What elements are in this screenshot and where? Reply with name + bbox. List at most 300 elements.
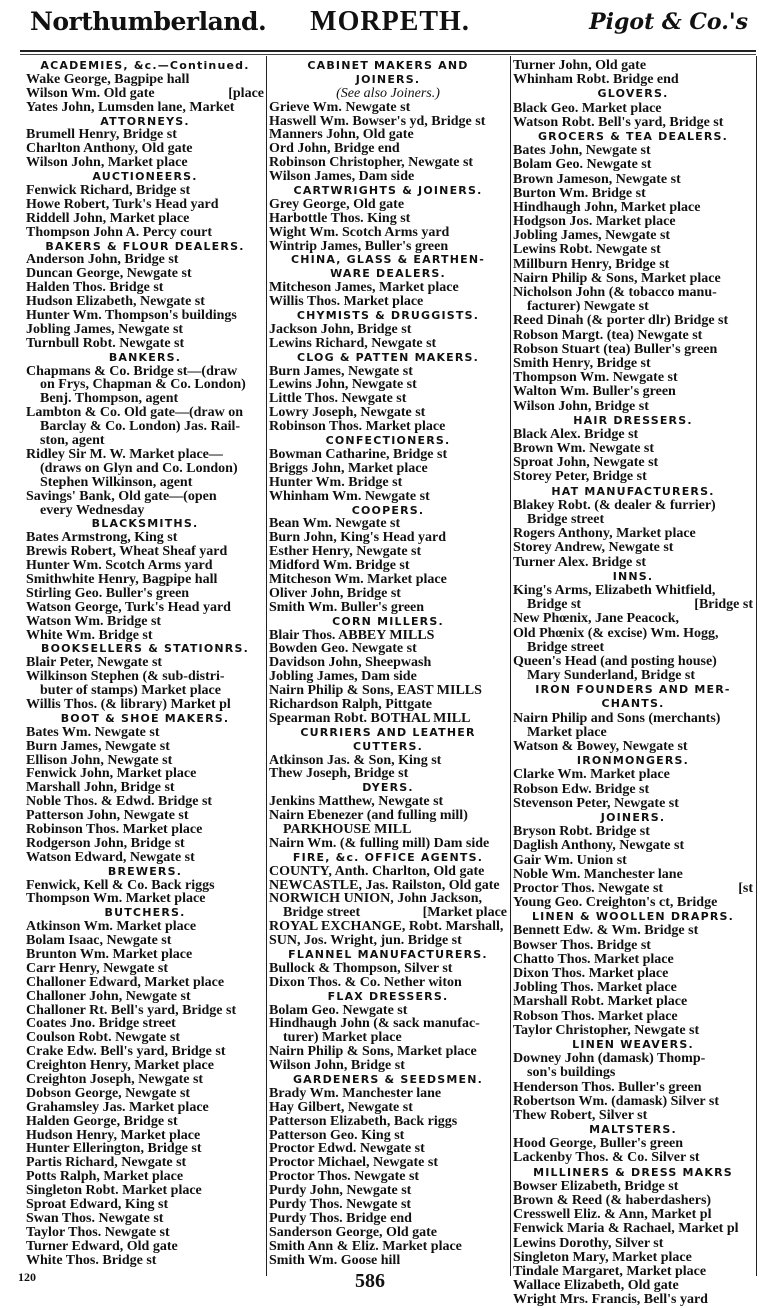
directory-entry (26, 281, 264, 295)
trade-heading (513, 1123, 753, 1137)
line-text: Smith Wm. Buller's green (269, 599, 425, 615)
directory-entry (513, 797, 753, 811)
line-text: Fenwick John, Market place (26, 766, 197, 782)
directory-entry (269, 378, 507, 392)
trade-heading (26, 170, 264, 184)
directory-entry (269, 476, 507, 490)
line-text: every Wednesday (40, 502, 145, 518)
line-text: Proctor Thos. Newgate st (269, 1169, 420, 1185)
line-text: Wight Wm. Scotch Arms yard (269, 224, 450, 240)
trade-heading (269, 351, 507, 365)
trade-heading (26, 712, 264, 726)
line-text: Lewins Richard, Newgate st (269, 335, 437, 351)
directory-entry (269, 1170, 507, 1184)
trade-heading (513, 87, 753, 101)
directory-entry (26, 795, 264, 809)
line-text: Brown Wm. Newgate st (513, 441, 655, 457)
line-text: Davidson John, Sheepwash (269, 655, 432, 671)
trade-heading (269, 267, 507, 281)
directory-entry (269, 559, 507, 573)
line-text: Partis Richard, Newgate st (26, 1155, 187, 1171)
line-text: Daglish Anthony, Newgate st (513, 838, 685, 854)
directory-entry (269, 240, 507, 254)
line-text: ATTORNEYS. (100, 114, 190, 128)
directory-entry (513, 995, 753, 1009)
line-text: Nairn Philip & Sons, EAST MILLS (269, 683, 482, 699)
line-text: Cresswell Eliz. & Ann, Market pl (513, 1207, 712, 1223)
line-text: Wilson James, Dam side (269, 169, 415, 185)
line-text: Queen's Head (and posting house) (513, 653, 717, 669)
line-text: Walton Wm. Buller's green (513, 384, 676, 400)
line-text: Black Alex. Bridge st (513, 426, 639, 442)
line-text: Turner Alex. Bridge st (513, 554, 647, 570)
line-text: Young Geo. Creighton's ct, Bridge (513, 895, 718, 911)
entry-continuation (513, 513, 753, 527)
directory-entry (26, 1004, 264, 1018)
line-text: Thompson Wm. Newgate st (513, 370, 678, 386)
trade-heading (269, 726, 507, 740)
line-text: Rogers Anthony, Market place (513, 526, 696, 542)
line-text: Bridge street (283, 905, 361, 921)
line-text: Smith Henry, Bridge st (513, 355, 651, 371)
entry-continuation (269, 906, 507, 920)
directory-entry (269, 809, 507, 823)
trade-heading (513, 130, 753, 144)
directory-entry (513, 584, 753, 598)
line-text: New Phœnix, Jane Peacock, (513, 611, 680, 627)
line-text: Wilson Wm. Old gate (26, 85, 155, 101)
directory-entry (26, 601, 264, 615)
directory-entry (513, 272, 753, 286)
directory-entry (513, 116, 753, 130)
trade-heading (269, 504, 507, 518)
line-text: Crake Edw. Bell's yard, Bridge st (26, 1044, 226, 1060)
line-text: White Thos. Bridge st (26, 1252, 157, 1268)
line-text: Fenwick Maria & Rachael, Market pl (513, 1221, 739, 1237)
directory-entry (26, 629, 264, 643)
line-text: Duncan George, Newgate st (26, 266, 192, 282)
directory-entry (269, 1115, 507, 1129)
line-text: GARDENERS & SEEDSMEN. (292, 1073, 484, 1087)
directory-entry (269, 656, 507, 670)
line-text: facturer) Newgate st (527, 299, 649, 315)
directory-entry (513, 1237, 753, 1251)
line-text: Burton Wm. Bridge st (513, 185, 646, 201)
trade-heading (513, 697, 753, 711)
directory-entry (26, 142, 264, 156)
line-text: Bates Armstrong, King st (26, 530, 178, 546)
directory-entry (513, 839, 753, 853)
line-text: Grieve Wm. Newgate st (269, 99, 411, 115)
trade-heading (269, 740, 507, 754)
line-text: Bolam Geo. Newgate st (513, 157, 652, 173)
line-text: Lewins John, Newgate st (269, 377, 417, 393)
directory-entry (269, 170, 507, 184)
directory-entry (269, 115, 507, 129)
line-text: Atkinson Jas. & Son, King st (269, 752, 442, 768)
line-text: Yates John, Lumsden lane, Market (26, 99, 235, 115)
county-heading: Northumberland. (30, 7, 267, 36)
line-text: Lackenby Thos. & Co. Silver st (513, 1150, 700, 1166)
directory-entry (26, 892, 264, 906)
line-text: CARTWRIGHTS & JOINERS. (293, 184, 483, 198)
line-text: Bolam Geo. Newgate st (269, 1002, 408, 1018)
directory-entry (513, 1293, 753, 1307)
line-text: Wright Mrs. Francis, Bell's yard (513, 1292, 708, 1308)
directory-entry (26, 698, 264, 712)
directory-entry (513, 1052, 753, 1066)
directory-entry (513, 1081, 753, 1095)
line-text: BOOT & SHOE MAKERS. (60, 711, 230, 725)
line-text: son's buildings (527, 1065, 616, 1081)
line-text: Jenkins Matthew, Newgate st (269, 794, 444, 810)
column-divider (756, 56, 757, 1276)
line-text: Burn John, King's Head yard (269, 530, 446, 546)
line-text: Willis Thos. (& library) Market pl (26, 696, 231, 712)
line-text: Proctor Edwd. Newgate st (269, 1141, 425, 1157)
trade-heading (26, 59, 264, 73)
line-text: Noble Thos. & Edwd. Bridge st (26, 794, 213, 810)
directory-entry (26, 1087, 264, 1101)
directory-entry (513, 1180, 753, 1194)
line-text: Coulson Robt. Newgate st (26, 1030, 180, 1046)
line-text: PARKHOUSE MILL (283, 821, 412, 837)
directory-entry (269, 976, 507, 990)
line-text: Robson Stuart (tea) Buller's green (513, 341, 718, 357)
directory-entry (513, 1265, 753, 1279)
directory-entry (26, 754, 264, 768)
line-text: Proctor Thos. Newgate st (513, 880, 664, 896)
line-text: Bowser Thos. Bridge st (513, 937, 651, 953)
line-text: Creighton Joseph, Newgate st (26, 1072, 204, 1088)
line-text: Mitcheson Wm. Market place (269, 571, 447, 587)
directory-entry (513, 967, 753, 981)
directory-entry (513, 924, 753, 938)
directory-entry (513, 243, 753, 257)
line-text: Fenwick Richard, Bridge st (26, 183, 191, 199)
directory-entry (269, 226, 507, 240)
line-text: Turner Edward, Old gate (26, 1238, 178, 1254)
directory-entry (513, 527, 753, 541)
directory-entry (269, 128, 507, 142)
line-text: Jackson John, Bridge st (269, 321, 412, 337)
directory-entry (269, 754, 507, 768)
line-text: Purdy Thos. Newgate st (269, 1197, 412, 1213)
directory-entry (26, 226, 264, 240)
line-text: IRON FOUNDERS AND MER- (535, 683, 731, 697)
directory-entry (269, 684, 507, 698)
line-text: Lewins Robt. Newgate st (513, 242, 661, 258)
line-text: Bates Wm. Newgate st (26, 724, 160, 740)
directory-entry (26, 101, 264, 115)
line-text: Thew Joseph, Bridge st (269, 766, 409, 782)
directory-entry (26, 1115, 264, 1129)
line-text: Blakey Robt. (& dealer & furrier) (513, 497, 716, 513)
line-text: Hudson Elizabeth, Newgate st (26, 294, 205, 310)
trade-heading (269, 309, 507, 323)
line-text: Taylor Thos. Newgate st (26, 1224, 170, 1240)
directory-entry (26, 323, 264, 337)
directory-entry (513, 400, 753, 414)
line-text: Whinham Robt. Bridge end (513, 72, 679, 88)
line-text: JOINERS. (355, 72, 421, 86)
directory-entry (26, 295, 264, 309)
line-text: Nairn Philip & Sons, Market place (513, 270, 721, 286)
line-text: Taylor Christopher, Newgate st (513, 1022, 700, 1038)
entry-continuation (26, 420, 264, 434)
directory-entry (513, 1279, 753, 1293)
directory-entry (513, 541, 753, 555)
line-text: Reed Dinah (& porter dlr) Bridge st (513, 313, 729, 329)
directory-entry (269, 1212, 507, 1226)
directory-entry (269, 795, 507, 809)
line-text: Jobling James, Newgate st (513, 228, 671, 244)
directory-entry (269, 962, 507, 976)
trade-heading (513, 683, 753, 697)
line-text: Blair Thos. ABBEY MILLS (269, 627, 435, 643)
directory-entry (269, 462, 507, 476)
directory-entry (269, 629, 507, 643)
directory-entry (513, 1109, 753, 1123)
line-text: Briggs John, Market place (269, 460, 428, 476)
line-text: Bridge street (527, 512, 605, 527)
directory-entry (513, 314, 753, 328)
line-text: Robinson Thos. Market place (269, 419, 446, 435)
directory-entry (269, 892, 507, 906)
directory-entry (26, 587, 264, 601)
line-text: Ord John, Bridge end (269, 141, 400, 157)
directory-entry (513, 173, 753, 187)
directory-entry (26, 1017, 264, 1031)
line-text: Hunter Wm. Bridge st (269, 474, 403, 490)
line-text: Storey Peter, Bridge st (513, 469, 647, 485)
line-text: Marshall John, Bridge st (26, 780, 175, 796)
trade-heading (26, 351, 264, 365)
line-text: BANKERS. (108, 350, 182, 364)
line-text: on Frys, Chapman & Co. London) (40, 377, 246, 393)
directory-entry (269, 601, 507, 615)
directory-entry (269, 142, 507, 156)
line-text: Brumell Henry, Bridge st (26, 127, 177, 143)
directory-entry (26, 337, 264, 351)
line-text: Brunton Wm. Market place (26, 947, 193, 962)
line-text: Burn James, Newgate st (269, 363, 413, 379)
directory-entry (269, 879, 507, 893)
directory-entry (269, 1156, 507, 1170)
carried-over-text: [st (738, 880, 753, 896)
line-text: Proctor Michael, Newgate st (269, 1155, 438, 1171)
directory-entry (269, 837, 507, 851)
directory-entry (269, 198, 507, 212)
line-text: Patterson Geo. King st (269, 1127, 405, 1143)
directory-entry (26, 73, 264, 87)
line-text: Challoner John, Newgate st (26, 988, 191, 1004)
directory-entry (513, 882, 753, 896)
entry-continuation (513, 300, 753, 314)
line-text: FLANNEL MANUFACTURERS. (288, 948, 488, 961)
directory-entry (269, 1198, 507, 1212)
line-text: Bean Wm. Newgate st (269, 516, 401, 532)
line-text: Singleton Mary, Market place (513, 1249, 692, 1265)
directory-entry (269, 712, 507, 726)
line-text: Hindhaugh John, Market place (513, 199, 701, 215)
line-text: Wilson John, Market place (26, 155, 188, 171)
directory-entry (26, 1184, 264, 1198)
directory-entry (26, 1045, 264, 1059)
trade-heading (269, 184, 507, 198)
line-text: Little Thos. Newgate st (269, 391, 407, 407)
directory-entry (269, 1101, 507, 1115)
carried-over-text: [place (228, 85, 264, 101)
line-text: (See also Joiners.) (336, 85, 440, 101)
line-text: Brown Jameson, Newgate st (513, 171, 681, 187)
line-text: Thompson Wm. Market place (26, 891, 206, 907)
directory-entry (26, 490, 264, 504)
line-text: Marshall Robt. Market place (513, 994, 688, 1010)
directory-entry (269, 1184, 507, 1198)
directory-entry (513, 229, 753, 243)
line-text: Brady Wm. Manchester lane (269, 1085, 442, 1101)
line-text: NORWICH UNION, John Jackson, (269, 891, 483, 907)
directory-entry (26, 1226, 264, 1240)
line-text: Hunter Wm. Thompson's buildings (26, 308, 237, 324)
line-text: Ridley Sir M. W. Market place— (26, 446, 223, 462)
trade-heading (513, 414, 753, 428)
line-text: Sproat Edward, King st (26, 1197, 169, 1213)
line-text: Singleton Robt. Market place (26, 1183, 202, 1199)
directory-entry (513, 343, 753, 357)
directory-entry (26, 1156, 264, 1170)
line-text: Esther Henry, Newgate st (269, 544, 422, 560)
line-text: Patterson John, Newgate st (26, 808, 189, 824)
line-text: Challoner Rt. Bell's yard, Bridge st (26, 1002, 237, 1018)
line-text: IRONMONGERS. (576, 754, 690, 768)
directory-entry (26, 948, 264, 962)
line-text: Brewis Robert, Wheat Sheaf yard (26, 544, 228, 560)
directory-entry (513, 783, 753, 797)
entry-continuation (513, 669, 753, 683)
directory-entry (269, 101, 507, 115)
line-text: Mitcheson James, Market place (269, 280, 459, 296)
line-text: buter of stamps) Market place (40, 683, 221, 699)
directory-entry (513, 442, 753, 456)
directory-column-3 (513, 59, 753, 1308)
entry-continuation (26, 378, 264, 392)
entry-continuation (26, 504, 264, 518)
directory-entry (269, 281, 507, 295)
directory-entry (26, 198, 264, 212)
line-text: Hunter Wm. Scotch Arms yard (26, 558, 213, 574)
line-text: Manners John, Old gate (269, 127, 414, 143)
line-text: Ellison John, Newgate st (26, 752, 173, 768)
directory-entry (513, 556, 753, 570)
trade-heading (26, 865, 264, 879)
line-text: Watson & Bowey, Newgate st (513, 739, 688, 754)
directory-entry (269, 490, 507, 504)
line-text: CORN MILLERS. (332, 614, 444, 628)
directory-entry (513, 357, 753, 371)
line-text: Jobling James, Dam side (269, 669, 417, 685)
line-text: FLAX DRESSERS. (327, 989, 449, 1003)
line-text: Hood George, Buller's green (513, 1136, 684, 1152)
trade-heading (269, 990, 507, 1004)
line-text: BUTCHERS. (104, 906, 186, 920)
line-text: Benj. Thompson, agent (40, 391, 179, 407)
line-text: Midford Wm. Bridge st (269, 558, 410, 574)
directory-entry (269, 545, 507, 559)
entry-continuation (26, 434, 264, 448)
directory-entry (513, 712, 753, 726)
directory-entry (269, 337, 507, 351)
line-text: Stephen Wilkinson, agent (40, 474, 193, 490)
directory-entry (26, 1142, 264, 1156)
directory-column-1 (26, 59, 264, 1267)
line-text: Bryson Robt. Bridge st (513, 824, 650, 840)
directory-entry (26, 573, 264, 587)
line-text: BOOKSELLERS & STATIONRS. (41, 642, 249, 656)
directory-entry (269, 698, 507, 712)
entry-continuation (269, 823, 507, 837)
line-text: Wilson John, Bridge st (269, 1058, 405, 1074)
line-text: Lewins Dorothy, Silver st (513, 1235, 664, 1251)
directory-entry (26, 1101, 264, 1115)
directory-entry (26, 559, 264, 573)
directory-entry (513, 371, 753, 385)
line-text: LINEN & WOOLLEN DRAPRS. (531, 910, 735, 924)
line-text: Lambton & Co. Old gate—(draw on (26, 405, 244, 421)
line-text: Gair Wm. Union st (513, 852, 627, 868)
line-text: Dixon Thos. & Co. Nether witon (269, 974, 462, 990)
entry-continuation (513, 1066, 753, 1080)
line-text: Lowry Joseph, Newgate st (269, 405, 426, 421)
directory-entry (269, 1226, 507, 1240)
directory-entry (26, 1212, 264, 1226)
directory-entry (513, 1024, 753, 1038)
trade-heading (26, 517, 264, 531)
directory-entry (269, 156, 507, 170)
line-text: CLOG & PATTEN MAKERS. (296, 350, 480, 364)
line-text: Wintrip James, Buller's green (269, 238, 449, 254)
line-text: Wilkinson Stephen (& sub-distri- (26, 669, 225, 685)
line-text: SUN, Jos. Wright, jun. Bridge st (269, 933, 462, 949)
line-text: Mary Sunderland, Bridge st (527, 668, 696, 684)
line-text: Henderson Thos. Buller's green (513, 1079, 702, 1095)
line-text: Market place (527, 724, 607, 740)
directory-entry (26, 365, 264, 379)
line-text: Black Geo. Market place (513, 100, 662, 116)
directory-entry (513, 258, 753, 272)
line-text: Robson Thos. Market place (513, 1008, 678, 1024)
line-text: Bullock & Thompson, Silver st (269, 960, 453, 976)
directory-entry (513, 1222, 753, 1236)
line-text: Downey John (damask) Thomp- (513, 1051, 706, 1067)
line-text: Nairn Philip and Sons (merchants) (513, 710, 721, 726)
line-text: NEWCASTLE, Jas. Railston, Old gate (269, 877, 500, 893)
directory-entry (26, 1254, 264, 1268)
directory-entry (26, 809, 264, 823)
directory-entry (269, 642, 507, 656)
entry-continuation (269, 1031, 507, 1045)
line-text: CABINET MAKERS AND (307, 59, 469, 72)
directory-entry (269, 1254, 507, 1268)
line-text: Sproat John, Newgate st (513, 455, 659, 471)
line-text: Richardson Ralph, Pittgate (269, 696, 432, 712)
directory-entry (26, 1073, 264, 1087)
directory-entry (513, 215, 753, 229)
line-text: Nairn Philip & Sons, Market place (269, 1044, 477, 1060)
line-text: (draws on Glyn and Co. London) (40, 460, 238, 476)
directory-entry (513, 144, 753, 158)
